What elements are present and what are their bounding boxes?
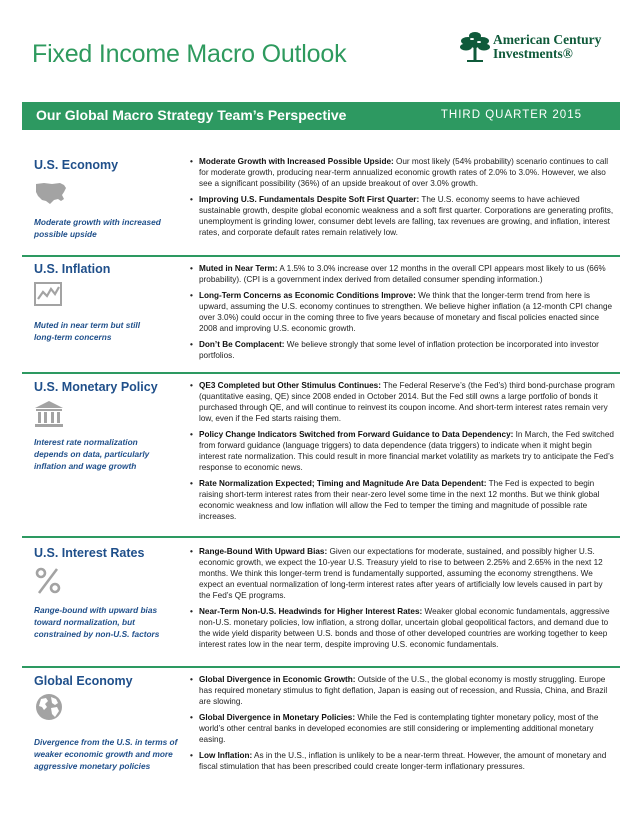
section-global-economy	[22, 666, 620, 816]
list-item	[190, 339, 616, 361]
page-header	[0, 0, 640, 100]
list-item	[190, 429, 616, 473]
bullet-lead: Don’t Be Complacent:	[199, 340, 285, 349]
bullet-lead: Global Divergence in Monetary Policies:	[199, 713, 356, 722]
bullet-text: The Federal Reserve’s (the Fed’s) third bond-purchase program (quantitative easing, QE) since 2008 ended in October 2014. But the Fed still owns a large portfolio of bonds it purchased through QE, and will continue to reinvest its coupon income. And short-term interest rates remain very low, even if the Fed starts raising them.	[199, 381, 615, 423]
bullet-text: A 1.5% to 3.0% increase over 12 months in the overall CPI appears most likely to us (66% probability). (CPI is a government index derived from detailed consumer spending information.)	[199, 264, 606, 284]
bank-building-icon	[34, 400, 68, 430]
bullet-text: We think that the longer-term trend from here is upward, assuming the U.S. economy continues to strengthen. We believe higher inflation (a 12-month CPI change over 3.0%) could occur in the coming three to five years because of monetary and fiscal policies enacted since 2008 and improving U.S. economic growth.	[199, 291, 613, 333]
list-item	[190, 156, 616, 189]
list-item	[190, 194, 616, 238]
section-us-inflation	[22, 255, 620, 373]
bullet-lead: Global Divergence in Economic Growth:	[199, 675, 356, 684]
list-item	[190, 712, 616, 745]
banner-title: Our Global Macro Strategy Team’s Perspective	[36, 107, 347, 123]
bullet-text: Weaker global economic fundamentals, aggressive non-U.S. monetary policies, low inflation, a strong dollar, uncertain global geopolitical factors, and demand due to the wide yield disparity between U.S. bonds and those of other developed countries are working together to keep interest rates low in the near term, despite improving U.S. economic fundamentals.	[199, 607, 610, 649]
logo-line-2: Investments®	[493, 46, 573, 61]
bullet-lead: Range-Bound With Upward Bias:	[199, 547, 328, 556]
list-item	[190, 380, 616, 424]
us-map-icon	[34, 178, 68, 208]
section-title: U.S. Economy	[34, 158, 119, 172]
logo-line-1: American Century	[493, 32, 602, 47]
section-title: Global Economy	[34, 674, 133, 688]
bullet-lead: Low Inflation:	[199, 751, 253, 760]
globe-icon	[34, 692, 68, 722]
section-title: U.S. Interest Rates	[34, 546, 145, 560]
page-title: Fixed Income Macro Outlook	[32, 40, 347, 68]
section-title: U.S. Monetary Policy	[34, 380, 158, 394]
bullet-text: In March, the Fed switched from forward guidance (language triggers) to data dependence (data triggers) to indicate when it might begin interest rate normalization. This could result in more financial market volatility as markets try to anticipate the Fed’s response to economic news.	[199, 430, 614, 472]
bullet-lead: Improving U.S. Fundamentals Despite Soft First Quarter:	[199, 195, 420, 204]
percent-icon	[34, 566, 68, 596]
list-item	[190, 674, 616, 707]
tree-logo-icon	[460, 30, 490, 66]
company-logo	[460, 30, 610, 70]
section-caption: Muted in near term but still long-term concerns	[34, 320, 141, 342]
logo-wordmark	[493, 33, 601, 61]
bullet-text: We believe strongly that some level of inflation protection be incorporated into investor portfolios.	[199, 340, 599, 360]
bullet-text: As in the U.S., inflation is unlikely to be a near-term threat. However, the amount of monetary and fiscal stimulation that has been prescribed could create longer-term inflationary pressures.	[199, 751, 607, 771]
bullet-lead: Policy Change Indicators Switched from Forward Guidance to Data Dependency:	[199, 430, 514, 439]
section-divider	[22, 372, 620, 374]
section-caption: Divergence from the U.S. in terms of weaker economic growth and more aggressive monetary policies	[34, 737, 178, 771]
bullet-list	[190, 546, 616, 655]
bullet-text: The Fed is expected to begin raising short-term interest rates from their near-zero level some time in the next 12 months. But we think global economic weakness and low inflation will allow the Fed to temper the timing and magnitude of possible rate increases.	[199, 479, 600, 521]
section-us-monetary-policy	[22, 372, 620, 534]
line-chart-icon	[34, 281, 68, 311]
bullet-text: Our most likely (54% probability) scenario continues to call for moderate growth, producing near-term annualized economic growth rates of 2.0% to 3.0%. However, we also see a significant possibility (36%) of an upside breakout of over 3.0% growth.	[199, 157, 609, 188]
bullet-list	[190, 674, 616, 777]
bullet-text: Given our expectations for moderate, sustained, and possibly higher U.S. economic growth, we expect the 10-year U.S. Treasury yield to rise to between 2.25% and 2.65% in the next 12 months. We think this longer-term trend is fundamentally supported, assuming the economy strengthens. We expect an eventual normalization of long-term interest rates after years of artificially low levels caused in part by the Fed’s QE programs.	[199, 547, 603, 600]
bullet-lead: Muted in Near Term:	[199, 264, 278, 273]
bullet-lead: Near-Term Non-U.S. Headwinds for Higher Interest Rates:	[199, 607, 423, 616]
section-title: U.S. Inflation	[34, 262, 111, 276]
bullet-lead: QE3 Completed but Other Stimulus Continues:	[199, 381, 381, 390]
bullet-list	[190, 380, 616, 527]
list-item	[190, 263, 616, 285]
list-item	[190, 750, 616, 772]
section-us-economy	[22, 146, 620, 254]
bullet-list	[190, 156, 616, 243]
section-caption: Range-bound with upward bias toward normalization, but constrained by non-U.S. factors	[34, 605, 160, 639]
section-us-interest-rates	[22, 536, 620, 666]
section-caption: Interest rate normalization depends on data, particularly inflation and wage growth	[34, 437, 150, 471]
section-divider	[22, 666, 620, 668]
bullet-text: The U.S. economy seems to have achieved sustainable growth, despite global economic weakness and a soft first quarter. Corporations are generating profits, unemployment is grinding lower, consumer debt levels are falling, tax revenues are growing, and inflation, interest rates, and corporate default rates remain relatively low.	[199, 195, 614, 237]
bullet-lead: Long-Term Concerns as Economic Conditions Improve:	[199, 291, 416, 300]
bullet-list	[190, 263, 616, 366]
section-caption: Moderate growth with increased possible upside	[34, 217, 161, 239]
list-item	[190, 546, 616, 601]
bullet-lead: Rate Normalization Expected; Timing and Magnitude Are Data Dependent:	[199, 479, 487, 488]
bullet-lead: Moderate Growth with Increased Possible Upside:	[199, 157, 394, 166]
section-divider	[22, 255, 620, 257]
perspective-banner	[22, 102, 620, 130]
banner-quarter: THIRD QUARTER 2015	[440, 109, 582, 121]
bullet-text: Outside of the U.S., the global economy is mostly struggling. Europe has required monetary stimulus to fight deflation, Japan is easing out of recession, and Russia, China, and Brazil are slowing.	[199, 675, 608, 706]
list-item	[190, 478, 616, 522]
list-item	[190, 290, 616, 334]
bullet-text: While the Fed is contemplating tighter monetary policy, most of the world’s other central banks in developed economies are still considering or implementing additional monetary easing.	[199, 713, 599, 744]
list-item	[190, 606, 616, 650]
section-divider	[22, 536, 620, 538]
